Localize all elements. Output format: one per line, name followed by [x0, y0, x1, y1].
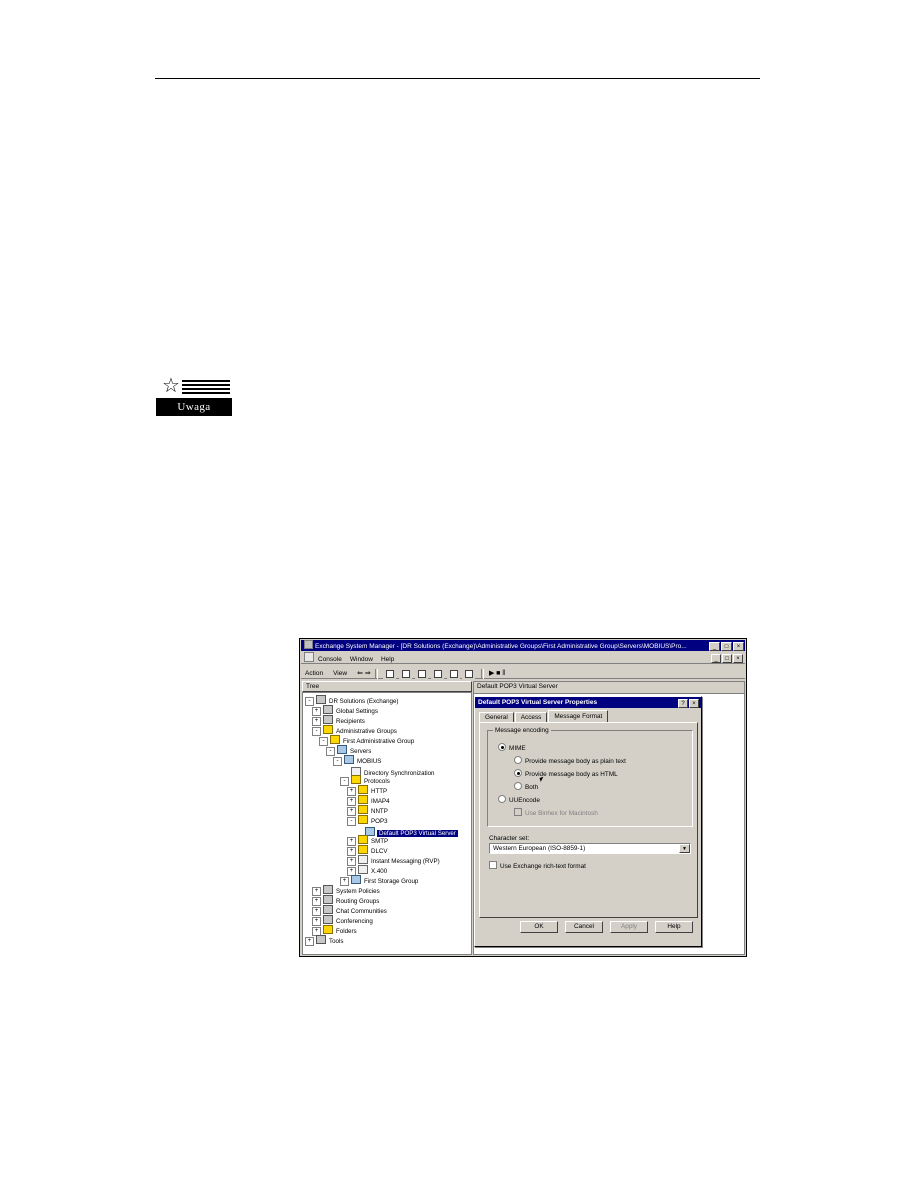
- expand-icon[interactable]: +: [347, 807, 356, 816]
- radio-dot-mime: [498, 743, 506, 751]
- checkbox-box-binhex: [514, 808, 522, 816]
- tree-node[interactable]: [305, 855, 471, 865]
- tree-node[interactable]: [305, 875, 471, 885]
- start-icon[interactable]: ▶: [488, 670, 495, 678]
- tree-node[interactable]: [305, 735, 471, 745]
- expand-icon[interactable]: +: [347, 867, 356, 876]
- checkbox-binhex[interactable]: [514, 808, 598, 818]
- expand-icon[interactable]: +: [347, 857, 356, 866]
- globe-icon: [323, 915, 333, 924]
- tree-node-label: Folders: [336, 928, 357, 935]
- right-pane-header: Default POP3 Virtual Server: [474, 682, 744, 694]
- tree-node[interactable]: [305, 935, 471, 945]
- radio-mime[interactable]: [498, 743, 526, 753]
- collapse-icon[interactable]: -: [340, 777, 349, 786]
- tree-node[interactable]: [305, 835, 471, 845]
- document-icon: [358, 855, 368, 864]
- show-hide-tree-icon[interactable]: [399, 667, 412, 680]
- radio-label-mime: MIME: [509, 745, 526, 752]
- toolbar-separator: [375, 669, 378, 679]
- properties-icon[interactable]: [415, 667, 428, 680]
- expand-icon[interactable]: +: [347, 847, 356, 856]
- folder-icon: [358, 835, 368, 844]
- checkbox-label-rich-text: Use Exchange rich-text format: [500, 863, 586, 870]
- server-icon: [351, 875, 361, 884]
- help-button[interactable]: Help: [655, 921, 693, 933]
- collapse-icon[interactable]: -: [312, 727, 321, 736]
- bars-decoration: [182, 380, 230, 398]
- tree-spacer: [340, 765, 349, 774]
- star-icon: ☆: [162, 375, 180, 397]
- globe-icon: [323, 885, 333, 894]
- tree-node[interactable]: [305, 765, 471, 775]
- tree-node[interactable]: [305, 715, 471, 725]
- document-controls[interactable]: [710, 653, 743, 664]
- folder-icon: [323, 725, 333, 734]
- tab-panel-message-format: [479, 722, 698, 918]
- export-list-icon[interactable]: [447, 667, 460, 680]
- checkbox-rich-text[interactable]: [489, 861, 586, 871]
- tree-node[interactable]: [305, 895, 471, 905]
- globe-icon: [316, 935, 326, 944]
- globe-icon: [323, 705, 333, 714]
- globe-icon: [323, 715, 333, 724]
- tree-node[interactable]: [305, 815, 471, 825]
- tree-node-label: Conferencing: [336, 918, 373, 925]
- dialog-titlebar: [475, 697, 701, 708]
- charset-value: Western European (ISO-8859-1): [493, 845, 586, 852]
- tree-node[interactable]: [305, 755, 471, 765]
- radio-label-html: Provide message body as HTML: [525, 771, 618, 778]
- cancel-button[interactable]: Cancel: [565, 921, 603, 933]
- folder-icon: [323, 925, 333, 934]
- expand-icon[interactable]: +: [305, 937, 314, 946]
- tree-node-label: Default POP3 Virtual Server: [379, 830, 456, 837]
- checkbox-label-binhex: Use Binhex for Macintosh: [525, 810, 598, 817]
- console-icon: [304, 652, 314, 662]
- tab-general[interactable]: General: [479, 712, 514, 723]
- tree-node[interactable]: [305, 705, 471, 715]
- ok-button[interactable]: OK: [520, 921, 558, 933]
- toolbar-view-menu[interactable]: View: [333, 670, 348, 678]
- message-encoding-group: [487, 727, 693, 827]
- menu-window[interactable]: Window: [349, 656, 373, 663]
- tree-node-label: DLCV: [371, 848, 388, 855]
- up-one-level-icon[interactable]: [383, 667, 396, 680]
- charset-label: Character set:: [489, 835, 530, 842]
- radio-html[interactable]: [514, 769, 618, 779]
- folder-icon: [358, 785, 368, 794]
- tree-node-label: Instant Messaging (RVP): [371, 858, 440, 865]
- tree-node-label: Recipients: [336, 718, 365, 725]
- tree-node-label: First Storage Group: [364, 878, 419, 885]
- dialog-close-button[interactable]: ×: [689, 699, 699, 708]
- note-mark: [156, 376, 232, 416]
- tree-node[interactable]: [305, 885, 471, 895]
- dialog-title: Default POP3 Virtual Server Properties: [478, 699, 598, 706]
- expand-icon[interactable]: +: [312, 717, 321, 726]
- pause-icon[interactable]: ‖: [502, 670, 506, 678]
- tree-node-label: Routing Groups: [336, 898, 380, 905]
- server-icon: [344, 755, 354, 764]
- window-controls[interactable]: [708, 641, 744, 650]
- tree-node-label: NNTP: [371, 808, 388, 815]
- menu-console[interactable]: Console: [318, 656, 342, 663]
- forward-icon[interactable]: ⇒: [364, 670, 371, 678]
- maximize-button[interactable]: □: [721, 642, 732, 651]
- back-icon[interactable]: ⇐: [357, 670, 363, 678]
- tree-node-label: IMAP4: [371, 798, 390, 805]
- expand-icon[interactable]: +: [312, 887, 321, 896]
- tree-node[interactable]: [305, 845, 471, 855]
- tree-node-label: System Policies: [336, 888, 380, 895]
- doc-minimize-button[interactable]: _: [711, 654, 721, 663]
- globe-icon: [323, 895, 333, 904]
- collapse-icon[interactable]: -: [319, 737, 328, 746]
- tree-node[interactable]: [305, 775, 471, 785]
- tree-node[interactable]: [305, 695, 471, 705]
- folder-icon: [358, 845, 368, 854]
- window-titlebar: [301, 640, 745, 651]
- tree-node[interactable]: [305, 925, 471, 935]
- tree-node-label: HTTP: [371, 788, 388, 795]
- tree-header: Tree: [302, 681, 472, 692]
- expand-icon[interactable]: +: [312, 927, 321, 936]
- refresh-icon[interactable]: [431, 667, 444, 680]
- doc-close-button[interactable]: ×: [733, 654, 743, 663]
- tree-node-label: POP3: [371, 818, 388, 825]
- tree-node[interactable]: [305, 865, 471, 875]
- charset-combobox[interactable]: [489, 843, 691, 854]
- tree-node[interactable]: [305, 905, 471, 915]
- globe-icon: [316, 695, 326, 704]
- tab-message-format[interactable]: Message Format: [548, 710, 608, 722]
- dialog-title-buttons[interactable]: [677, 698, 699, 709]
- toolbar-separator-2: [481, 669, 484, 679]
- help-question-button[interactable]: ?: [678, 699, 688, 708]
- folder-icon: [351, 775, 361, 784]
- toolbar-action-menu[interactable]: Action: [305, 670, 324, 678]
- menu-help[interactable]: Help: [380, 656, 395, 663]
- tree-spacer: [354, 825, 363, 834]
- expand-icon[interactable]: +: [347, 797, 356, 806]
- radio-label-both: Both: [525, 784, 539, 791]
- minimize-button[interactable]: _: [709, 642, 720, 651]
- message-encoding-label: Message encoding: [495, 727, 549, 734]
- tree-node-label: Servers: [350, 748, 372, 755]
- expand-icon[interactable]: +: [312, 907, 321, 916]
- expand-icon[interactable]: +: [312, 897, 321, 906]
- checkbox-box-rich-text: [489, 861, 497, 869]
- tree-node[interactable]: [305, 805, 471, 815]
- console-tree[interactable]: [302, 692, 472, 955]
- radio-uuencode[interactable]: [498, 795, 540, 805]
- doc-restore-button[interactable]: □: [722, 654, 732, 663]
- properties-dialog: [474, 696, 702, 947]
- tree-node[interactable]: [305, 915, 471, 925]
- tree-node[interactable]: [305, 795, 471, 805]
- radio-label-plain-text: Provide message body as plain text: [525, 758, 626, 765]
- radio-dot-html: [514, 769, 522, 777]
- menubar[interactable]: [301, 652, 745, 664]
- expand-icon[interactable]: +: [312, 917, 321, 926]
- tab-access[interactable]: Access: [515, 712, 548, 723]
- expand-icon[interactable]: +: [347, 787, 356, 796]
- exchange-system-manager-window: [299, 638, 747, 957]
- collapse-icon[interactable]: -: [347, 817, 356, 826]
- window-title: Exchange System Manager - [DR Solutions (Exchange)\Administrative Groups\First Administrative Group\Servers\MOBIUS\Pro...: [315, 643, 687, 650]
- collapse-icon[interactable]: -: [305, 697, 314, 706]
- collapse-icon[interactable]: -: [326, 747, 335, 756]
- dialog-buttons: [475, 921, 703, 935]
- collapse-icon[interactable]: -: [333, 757, 342, 766]
- tree-node-label: Protocols: [364, 778, 390, 785]
- tree-node-label: X.400: [371, 868, 388, 875]
- tree-node-label: Chat Communities: [336, 908, 387, 915]
- tree-node[interactable]: [305, 825, 471, 835]
- server-icon: [337, 745, 347, 754]
- radio-dot-uuencode: [498, 795, 506, 803]
- apply-button[interactable]: Apply: [610, 921, 648, 933]
- close-button[interactable]: ×: [733, 642, 744, 651]
- document-icon: [358, 865, 368, 874]
- expand-icon[interactable]: +: [340, 877, 349, 886]
- tree-node-label: SMTP: [371, 838, 389, 845]
- expand-icon[interactable]: +: [312, 707, 321, 716]
- chevron-down-icon[interactable]: ▼: [679, 844, 690, 853]
- radio-both[interactable]: [514, 782, 538, 792]
- tree-node-label: First Administrative Group: [343, 738, 415, 745]
- radio-dot-both: [514, 782, 522, 790]
- globe-icon: [323, 905, 333, 914]
- tree-node-label: Global Settings: [336, 708, 378, 715]
- toolbar[interactable]: [301, 665, 745, 679]
- tree-node[interactable]: [305, 725, 471, 735]
- tree-node-label: DR Solutions (Exchange): [329, 698, 399, 705]
- radio-plain-text[interactable]: [514, 756, 626, 766]
- folder-icon: [358, 815, 368, 824]
- tree-node[interactable]: [305, 745, 471, 755]
- tree-node-label: Administrative Groups: [336, 728, 397, 735]
- help-icon[interactable]: [462, 667, 475, 680]
- tree-node[interactable]: [305, 785, 471, 795]
- folder-icon: [358, 805, 368, 814]
- folder-icon: [330, 735, 340, 744]
- radio-label-uuencode: UUEncode: [509, 797, 540, 804]
- expand-icon[interactable]: +: [347, 837, 356, 846]
- stop-icon[interactable]: ■: [496, 670, 501, 678]
- app-icon: [304, 640, 313, 649]
- note-label: Uwaga: [156, 398, 232, 416]
- tree-node-label: Tools: [329, 938, 344, 945]
- page-header-rule: [155, 78, 760, 79]
- radio-dot-plain-text: [514, 756, 522, 764]
- tree-node-label: Directory Synchronization: [364, 770, 435, 777]
- mouse-cursor: [540, 776, 547, 782]
- tree-node-label: MOBIUS: [357, 758, 382, 765]
- folder-icon: [358, 795, 368, 804]
